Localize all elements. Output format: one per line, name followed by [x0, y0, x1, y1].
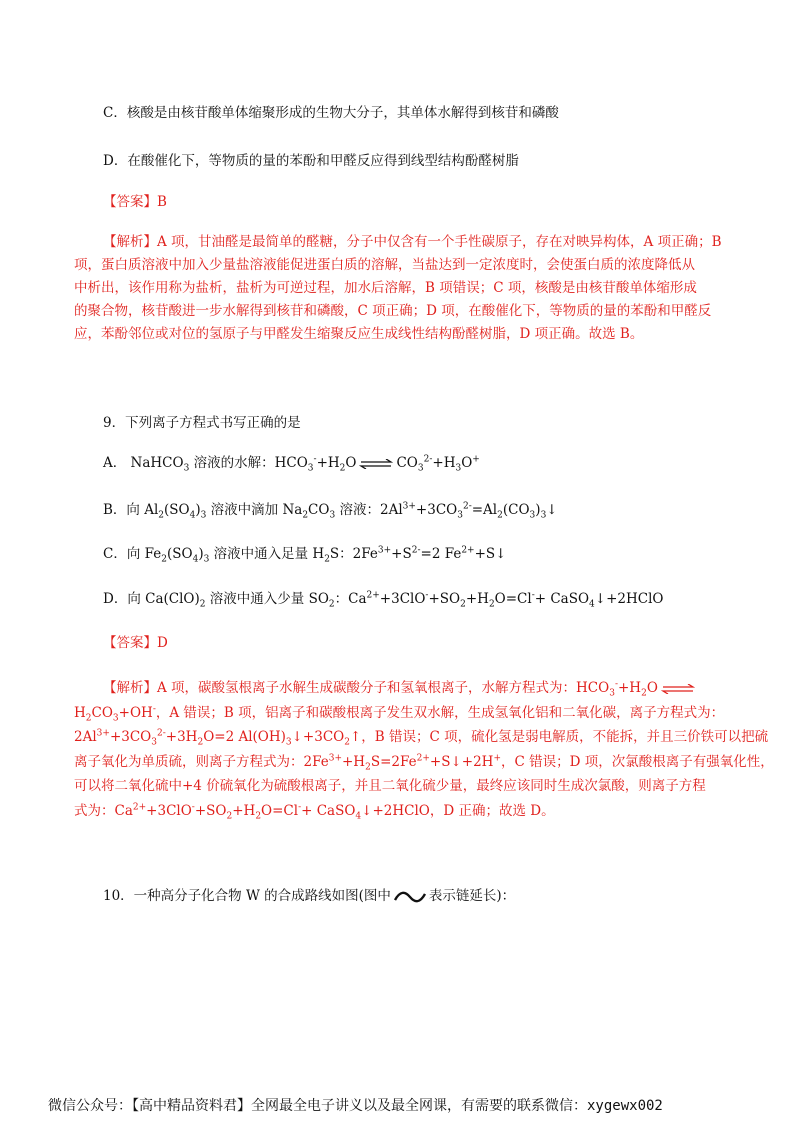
analysis-paragraph — [74, 231, 734, 346]
answer-label: 【答案】B — [103, 194, 167, 210]
analysis-line: $H_2CO_3+OH^-$，A 错误；B 项，铝离子和碳酸根离子发生双水解，生成氢氧化铝和二氧化碳，离子方程式为： — [74, 704, 725, 724]
equilibrium-arrow-icon — [661, 684, 695, 694]
footer-text: 微信公众号：【高中精品资料君】全网最全电子讲义以及最全网课，有需要的联系微信： — [48, 1098, 587, 1114]
analysis-line: 应，苯酚邻位或对位的氢原子与甲醛发生缩聚反应生成线性结构酚醛树脂，D 项正确。故选 B。 — [74, 326, 644, 342]
question-10-stem — [103, 886, 515, 906]
answer-label-9: 【答案】D — [103, 635, 168, 651]
analysis-line: 离子氧化为单质硫，则离子方程式为：$2Fe^{3+}+H_2S=2Fe^{2+}+S↓+2H^+$，C 错误；D 项，次氯酸根离子有强氧化性， — [74, 753, 774, 773]
analysis-line: 【解析】A 项，甘油醛是最简单的醛糖，分子中仅含有一个手性碳原子，存在对映异构体，A 项正确；B — [103, 234, 722, 250]
q9-option-b: B．向 $Al_2(SO_4)_3$ 溶液中滴加 $Na_2CO_3$ 溶液：$2Al^{3+}+3CO_3^{2-}=Al_2(CO_3)_3↓$ — [103, 501, 558, 521]
equilibrium-arrow-icon — [359, 459, 393, 469]
analysis-line: 项，蛋白质溶液中加入少量盐溶液能促进蛋白质的溶解，当盐达到一定浓度时，会使蛋白质的浓度降低从 — [74, 257, 695, 273]
q10-stem-post: 表示链延长)： — [428, 888, 516, 904]
analysis-line: 中析出，该作用称为盐析，盐析为可逆过程，加水后溶解，B 项错误；C 项，核酸是由核苷酸单体缩形成 — [74, 280, 697, 296]
footer-wechat-id: xygewx002 — [587, 1098, 663, 1114]
option-c: C．核酸是由核苷酸单体缩聚形成的生物大分子，其单体水解得到核苷和磷酸 — [103, 105, 559, 121]
analysis-paragraph-9 — [74, 676, 774, 823]
analysis-line: 【解析】A 项，碳酸氢根离子水解生成碳酸分子和氢氧根离子，水解方程式为：$HCO_3^-+H_2O$ — [74, 676, 734, 701]
q9-option-a: A． NaHCO$_3$ 溶液的水解：$HCO_3^-+H_2O$ $CO_3^{2-}+H_3O^+$ — [103, 454, 480, 474]
analysis-line: $2Al^{3+}+3CO_3^{2-}+3H_2O=2$ $Al(OH)_3↓+3CO_2↑$，B 错误；C 项，硫化氢是弱电解质，不能拆，并且三价铁可以把硫 — [74, 728, 769, 748]
q10-stem-pre: 10．一种高分子化合物 W 的合成路线如图(图中 — [103, 888, 391, 904]
analysis-line: 可以将二氧化硫中+4 价硫氧化为硫酸根离子，并且二氧化硫少量，最终应该同时生成次氯酸，则离子方程 — [74, 778, 706, 794]
q9-option-c: C．向 $Fe_2(SO_4)_3$ 溶液中通入足量 $H_2S$：$2Fe^{3+}+S^{2-}=2$ $Fe^{2+}+S↓$ — [103, 545, 507, 565]
analysis-line: 的聚合物，核苷酸进一步水解得到核苷和磷酸，C 项正确；D 项，在酸催化下，等物质的量的苯酚和甲醛反 — [74, 303, 712, 319]
analysis-line: 式为：$Ca^{2+}+3ClO^-+SO_2+H_2O=Cl^-+$ CaSO$_4$↓+2HClO，D 正确；故选 D。 — [74, 802, 555, 822]
footer-watermark — [48, 1095, 663, 1115]
wavy-chain-icon — [394, 890, 426, 904]
option-d: D．在酸催化下，等物质的量的苯酚和甲醛反应得到线型结构酚醛树脂 — [103, 153, 519, 169]
q9-option-d: D．向 $Ca(ClO)_2$ 溶液中通入少量 $SO_2$：$Ca^{2+}+3ClO^-+SO_2+H_2O=Cl^-+$ CaSO$_4$↓+2HClO — [103, 590, 664, 610]
question-9-stem: 9．下列离子方程式书写正确的是 — [103, 415, 301, 431]
